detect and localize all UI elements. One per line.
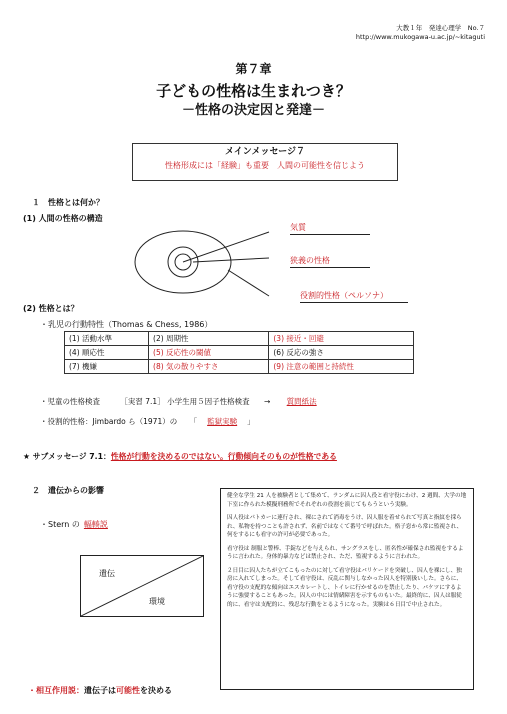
- main-message-text: 性格形成には「経験」も重要 人間の可能性を信じよう: [165, 161, 365, 170]
- diagonal-line: [81, 556, 203, 616]
- sub-message: [23, 451, 337, 462]
- trait-cell: (5) 反応性の閾値: [149, 346, 269, 360]
- sub-message-text: 性格が行動を決めるのではない。行動傾向そのものが性格である: [110, 452, 337, 461]
- table-row: [65, 332, 414, 346]
- page-subtitle: －性格の決定因と発達－: [181, 103, 325, 118]
- trait-cell: (9) 注意の範囲と持続性: [269, 360, 414, 374]
- section2-heading: ２ 遺伝からの影響: [32, 486, 104, 495]
- personality-test-line: [40, 396, 317, 407]
- interaction-theory-line: ・相互作用説：遺伝子は可能性を決める: [28, 686, 172, 695]
- convergence-diagram: [80, 555, 204, 617]
- box-paragraph: 健全な学生 21 人を被験者として集めて、ランダムに囚人役と看守役にわけ、2 週間、大学の地下室に作られた模擬刑務所でそれぞれの役割を演じてもらうという実験。: [227, 493, 467, 508]
- test-line-practice: ［実習 7.1］ 小学生用５因子性格検査: [120, 397, 250, 406]
- course-url: http://www.mukogawa-u.ac.jp/~kitaguti: [355, 33, 485, 41]
- box-paragraph: 看守役は 制服と警棒、手錠などを与えられ、サングラスをし、匿名性が確保され監視をするように言われた。身体的暴力などは禁止され、ただ、監視するように言われた。: [227, 545, 464, 560]
- role-line-experiment: 監獄実験: [207, 417, 238, 426]
- trait-cell: (2) 周期性: [149, 332, 269, 346]
- layer-temperament: 気質: [290, 222, 370, 235]
- stern-line: ・Stern の 輻輳説: [40, 519, 112, 530]
- arrow-icon: →: [263, 397, 271, 406]
- leader-line-3: [228, 270, 269, 296]
- main-message-label: メインメッセージ７: [219, 147, 311, 157]
- trait-cell: (1) 活動水準: [65, 332, 149, 346]
- interaction-theory-label: ・相互作用説：: [28, 686, 84, 695]
- stern-theory: 輻輳説: [83, 520, 108, 529]
- chapter-label: 第７章: [235, 62, 272, 76]
- prison-experiment-box: [220, 488, 474, 690]
- environment-label: 環境: [149, 597, 165, 606]
- trait-cell: (3) 接近・回避: [269, 332, 414, 346]
- course-info: 大教１年 発達心理学 No.７: [396, 24, 485, 32]
- infant-traits-bullet: ・乳児の行動特性（Thomas & Chess, 1986）: [40, 320, 213, 329]
- section1-sub1: (1) 人間の性格の構造: [23, 214, 103, 223]
- box-paragraph: 囚人役はパトカーに連行され、裸にされて消毒をうけ、囚人服を着せられて写真と指紋を採られ、私物を持つことも許されず、名前ではなくて番号で呼ばれた。格子窓から常に監視され、何をするにも看守の許可が必要であった。: [227, 515, 463, 538]
- leader-line-1: [183, 232, 269, 262]
- sub-message-label: ★ サブメッセージ 7.1：: [23, 452, 111, 461]
- trait-cell: (4) 順応性: [65, 346, 149, 360]
- section1-heading: １ 性格とは何か？: [32, 198, 104, 207]
- title-block: [0, 62, 507, 120]
- page-header: [356, 24, 485, 42]
- role-personality-line: ・役割的性格：Jimbardo ら（1971）の 「 監獄実験 」: [40, 417, 255, 426]
- trait-cell: (7) 機嫌: [65, 360, 149, 374]
- table-row: [65, 346, 414, 360]
- role-line-label: ・役割的性格：Jimbardo ら（1971）の: [40, 417, 178, 426]
- box-paragraph: ２日目に囚人たちが立てこもったのに対して看守役はバリケードを突破し、囚人を裸にし、独房に入れてしまった。そして看守役は、反乱に関与しなかった囚人を特別扱いした。さらに、看守役の支配的な傾向はエスカレートし、トイレに行かせるのを禁止したり、バケツにするように強要することもあった。囚人の中には情緒障害を示すものもいた。最終的に、囚人は服従的に、看守は支配的に、残忍な行動をとるようになった。実験は６日目で中止された。: [227, 567, 462, 608]
- section1-sub2: (2) 性格とは？: [23, 304, 79, 313]
- heredity-label: 遺伝: [99, 569, 115, 578]
- page-title: 子どもの性格は生まれつき？: [156, 82, 351, 100]
- layer-character: 狭義の性格: [290, 255, 370, 268]
- test-line-method: 質問紙法: [286, 397, 317, 406]
- infant-traits-table: [64, 331, 414, 374]
- trait-cell: (6) 反応の強さ: [269, 346, 414, 360]
- main-message-box: [132, 143, 398, 181]
- table-row: [65, 360, 414, 374]
- layer-persona: 役割的性格（ペルソナ）: [300, 290, 408, 303]
- test-line-label: ・児童の性格検査: [40, 397, 100, 406]
- trait-cell: (8) 気の散りやすさ: [149, 360, 269, 374]
